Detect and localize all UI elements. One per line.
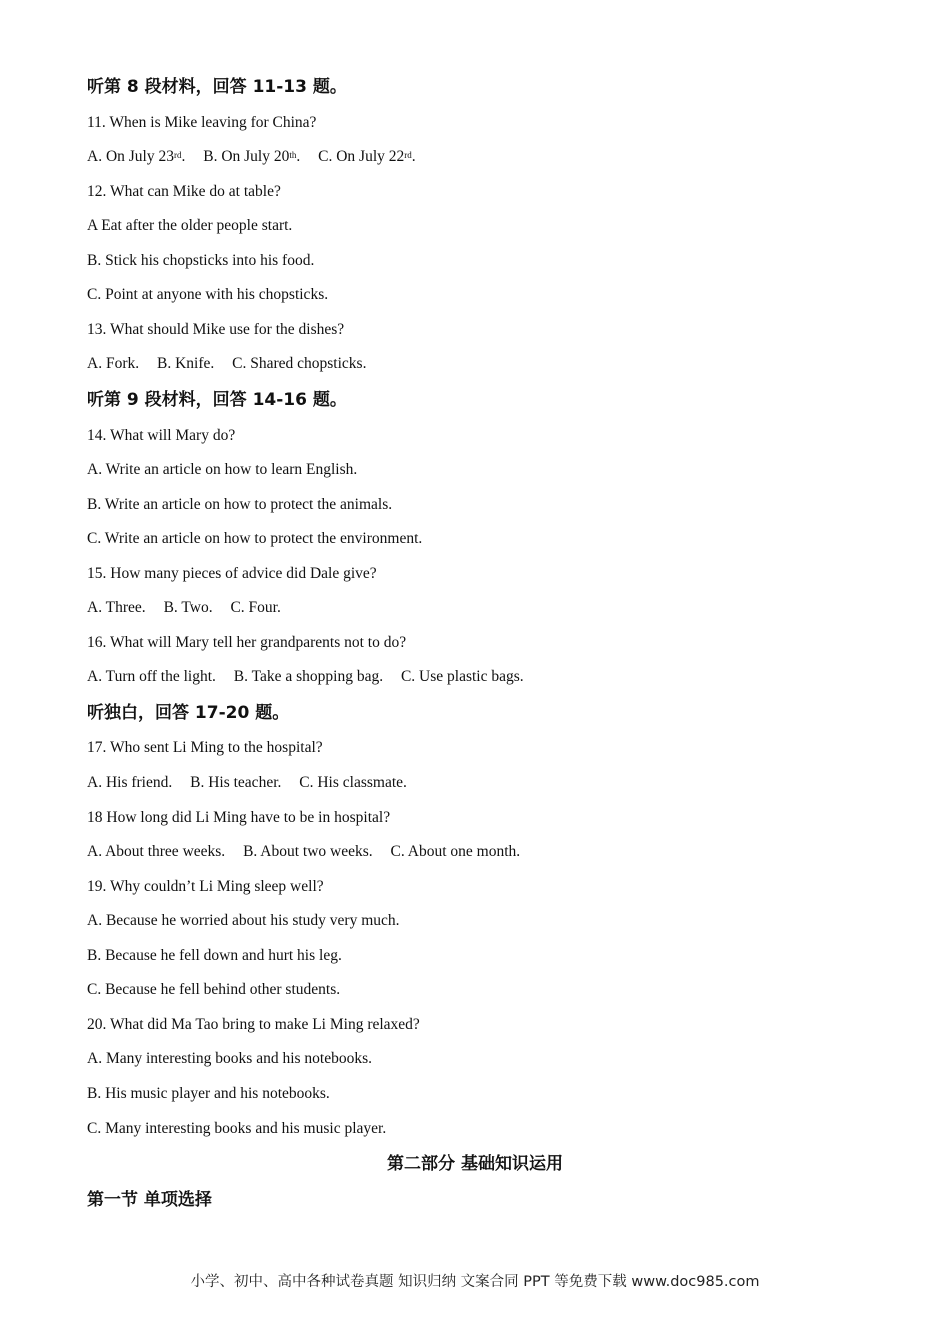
option-17c: C. His classmate.	[299, 774, 407, 791]
option-15c: C. Four.	[230, 599, 281, 616]
options-11	[87, 147, 416, 167]
option-19a: A. Because he worried about his study very much.	[87, 912, 400, 929]
question-11: 11. When is Mike leaving for China?	[87, 114, 317, 131]
option-15a: A. Three.	[87, 599, 146, 616]
section-heading-9: 听第 9 段材料，回答 14-16 题。	[87, 390, 347, 410]
option-11a: A. On July 23rd.	[87, 148, 186, 165]
options-13	[87, 354, 366, 374]
option-15b: B. Two.	[163, 599, 213, 616]
section-one-title: 第一节 单项选择	[87, 1190, 212, 1210]
section-heading-8: 听第 8 段材料，回答 11-13 题。	[87, 77, 347, 97]
option-14b: B. Write an article on how to protect the animals.	[87, 496, 393, 513]
question-17: 17. Who sent Li Ming to the hospital?	[87, 739, 323, 756]
options-16	[87, 667, 524, 687]
options-18	[87, 842, 520, 862]
question-15: 15. How many pieces of advice did Dale give?	[87, 565, 377, 582]
option-12a: A Eat after the older people start.	[87, 217, 293, 234]
option-20a: A. Many interesting books and his notebooks.	[87, 1050, 373, 1067]
question-20: 20. What did Ma Tao bring to make Li Ming relaxed?	[87, 1016, 420, 1033]
question-18: 18 How long did Li Ming have to be in hospital?	[87, 809, 391, 826]
option-18b: B. About two weeks.	[243, 843, 373, 860]
section-heading-monologue: 听独白，回答 17-20 题。	[87, 703, 290, 723]
option-12c: C. Point at anyone with his chopsticks.	[87, 286, 329, 303]
question-13: 13. What should Mike use for the dishes?	[87, 321, 345, 338]
question-14: 14. What will Mary do?	[87, 427, 236, 444]
option-13a: A. Fork.	[87, 355, 140, 372]
question-16: 16. What will Mary tell her grandparents not to do?	[87, 634, 407, 651]
option-16a: A. Turn off the light.	[87, 668, 216, 685]
part-two-title: 第二部分 基础知识运用	[387, 1154, 563, 1174]
option-14a: A. Write an article on how to learn English.	[87, 461, 358, 478]
option-13b: B. Knife.	[156, 355, 215, 372]
option-11b: B. On July 20th.	[203, 148, 301, 165]
option-17b: B. His teacher.	[190, 774, 282, 791]
option-19c: C. Because he fell behind other students.	[87, 981, 341, 998]
option-13c: C. Shared chopsticks.	[232, 355, 367, 372]
option-11c: C. On July 22rd.	[318, 148, 416, 165]
options-17	[87, 773, 407, 793]
question-12: 12. What can Mike do at table?	[87, 183, 281, 200]
option-20c: C. Many interesting books and his music player.	[87, 1120, 387, 1137]
page-footer: 小学、初中、高中各种试卷真题 知识归纳 文案合同 PPT 等免费下载 www.doc985.com	[190, 1274, 760, 1290]
options-15	[87, 598, 281, 618]
option-18a: A. About three weeks.	[87, 843, 226, 860]
option-12b: B. Stick his chopsticks into his food.	[87, 252, 315, 269]
option-19b: B. Because he fell down and hurt his leg.	[87, 947, 342, 964]
question-19: 19. Why couldn’t Li Ming sleep well?	[87, 878, 324, 895]
option-14c: C. Write an article on how to protect the environment.	[87, 530, 423, 547]
option-18c: C. About one month.	[390, 843, 521, 860]
option-16b: B. Take a shopping bag.	[233, 668, 384, 685]
option-16c: C. Use plastic bags.	[400, 668, 524, 685]
option-20b: B. His music player and his notebooks.	[87, 1085, 330, 1102]
option-17a: A. His friend.	[87, 774, 173, 791]
